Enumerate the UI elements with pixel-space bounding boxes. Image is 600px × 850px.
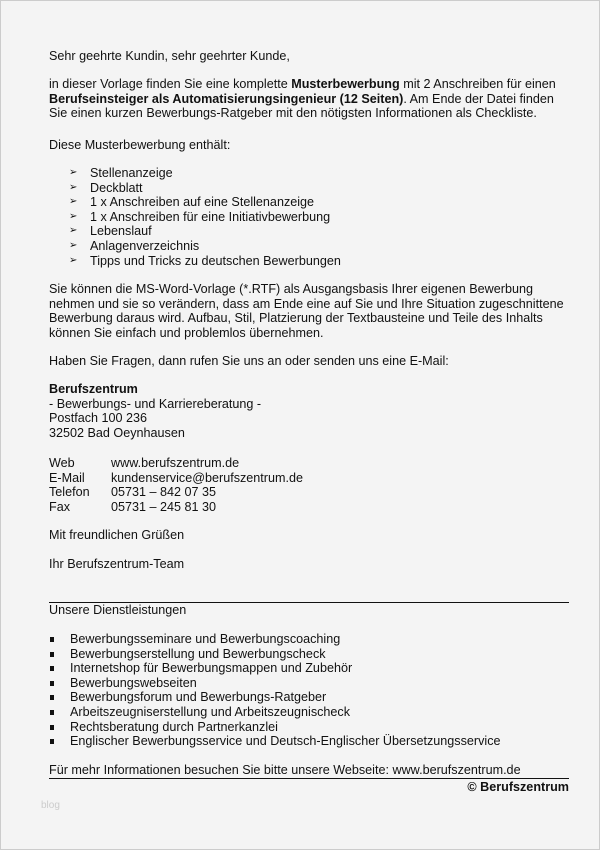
contact-table [49,456,303,514]
list-item [49,661,574,676]
list-item [49,632,574,647]
arrow-bullet-icon: ➢ [69,181,78,193]
contact-row [49,485,303,500]
services-list [49,632,574,749]
greeting: Sehr geehrte Kundin, sehr geehrter Kunde, [49,49,290,63]
list-item-text: Lebenslauf [90,224,152,239]
list-item-text: Internetshop für Bewerbungsmappen und Zubehör [70,661,353,676]
contact-label: E-Mail [49,470,85,485]
arrow-bullet-icon: ➢ [69,167,78,178]
closing: Mit freundlichen Grüßen [49,528,185,542]
arrow-bullet-icon: ➢ [69,210,78,222]
list-item-text: Bewerbungserstellung und Bewerbungscheck [70,646,326,661]
contact-row [49,456,303,471]
list-item [69,195,594,210]
list-item-text: Tipps und Tricks zu deutschen Bewerbungen [90,253,341,268]
list-item [49,647,574,662]
square-bullet-icon [50,710,54,715]
contact-label: Telefon [49,485,90,500]
intro-text: in dieser Vorlage finden Sie eine komplette [49,77,292,91]
list-item-text: 1 x Anschreiben auf eine Stellenanzeige [90,195,315,210]
square-bullet-icon [50,652,54,657]
contents-list [69,166,594,268]
list-item-text: Bewerbungsseminare und Bewerbungscoaching [70,632,341,646]
list-item [49,734,574,749]
list-item [49,690,574,705]
square-bullet-icon [50,681,54,686]
list-item-text: 1 x Anschreiben für eine Initiativbewerbung [90,209,331,224]
list-item-text: Anlagenverzeichnis [90,238,200,253]
square-bullet-icon [50,637,54,642]
copyright: © Berufszentrum [467,780,569,794]
list-item-text: Bewerbungsforum und Bewerbungs-Ratgeber [70,690,327,705]
list-item [49,676,574,691]
list-item-text: Rechtsberatung durch Partnerkanzlei [70,719,278,734]
company-name: Berufszentrum [49,382,138,396]
square-bullet-icon [50,666,54,671]
list-item [69,254,594,269]
list-item [69,224,594,239]
contents-heading: Diese Musterbewerbung enthält: [49,138,231,152]
contact-value[interactable]: kundenservice@berufszentrum.de [111,470,303,485]
more-info: Für mehr Informationen besuchen Sie bitte unsere Webseite: www.berufszentrum.de [49,763,521,777]
usage-paragraph: Sie können die MS-Word-Vorlage (*.RTF) als Ausgangsbasis Ihrer eigenen Bewerbung nehmen und sie so verändern, dass am Ende eine auf Sie und Ihre Situation zugeschnittene Bewerbung daraus wird. Aufbau, Stil, Platzierung der Textbausteine und Teile des Inhalts können Sie einfach und problemlos übernehmen. [49,282,564,340]
arrow-bullet-icon: ➢ [69,254,78,266]
company-subtitle: - Bewerbungs- und Karriereberatung - [49,396,262,411]
arrow-bullet-icon: ➢ [69,239,78,251]
contact-row [49,471,303,486]
list-item-text: Arbeitszeugniserstellung und Arbeitszeugnischeck [70,704,351,719]
watermark: blog [41,800,60,811]
list-item [49,720,574,735]
list-item [69,210,594,225]
square-bullet-icon [50,739,54,744]
arrow-bullet-icon: ➢ [69,225,78,237]
city: 32502 Bad Oeynhausen [49,425,185,440]
po-box: Postfach 100 236 [49,411,148,426]
questions-text: Haben Sie Fragen, dann rufen Sie uns an oder senden uns eine E-Mail: [49,354,449,368]
square-bullet-icon [50,725,54,730]
intro-text: . Am Ende der Datei finden Sie einen kurzen Bewerbungs-Ratgeber mit den nötigsten Informationen als Checkliste. [49,91,554,121]
list-item-text: Englischer Bewerbungsservice und Deutsch-Englischer Übersetzungsservice [70,734,501,749]
contact-value[interactable]: www.berufszentrum.de [111,456,240,470]
services-heading: Unsere Dienstleistungen [49,603,187,617]
intro-text: mit 2 Anschreiben für einen [399,77,556,91]
address-block [49,382,574,440]
contact-value: 05731 – 842 07 35 [111,485,217,500]
square-bullet-icon [50,695,54,700]
list-item-text: Deckblatt [90,180,143,195]
contact-label: Web [49,456,75,470]
signature: Ihr Berufszentrum-Team [49,557,185,571]
intro-paragraph [49,77,569,121]
divider [49,778,569,779]
list-item [69,239,594,254]
list-item-text: Bewerbungswebseiten [70,675,197,690]
list-item [69,166,594,181]
list-item [49,705,574,720]
arrow-bullet-icon: ➢ [69,196,78,208]
intro-bold: Berufseinsteiger als Automatisierungsingenieur (12 Seiten) [49,91,404,106]
list-item [69,181,594,196]
intro-bold: Musterbewerbung [291,77,400,91]
list-item-text: Stellenanzeige [90,166,173,180]
contact-value: 05731 – 245 81 30 [111,499,217,514]
contact-label: Fax [49,499,70,514]
contact-row [49,500,303,515]
